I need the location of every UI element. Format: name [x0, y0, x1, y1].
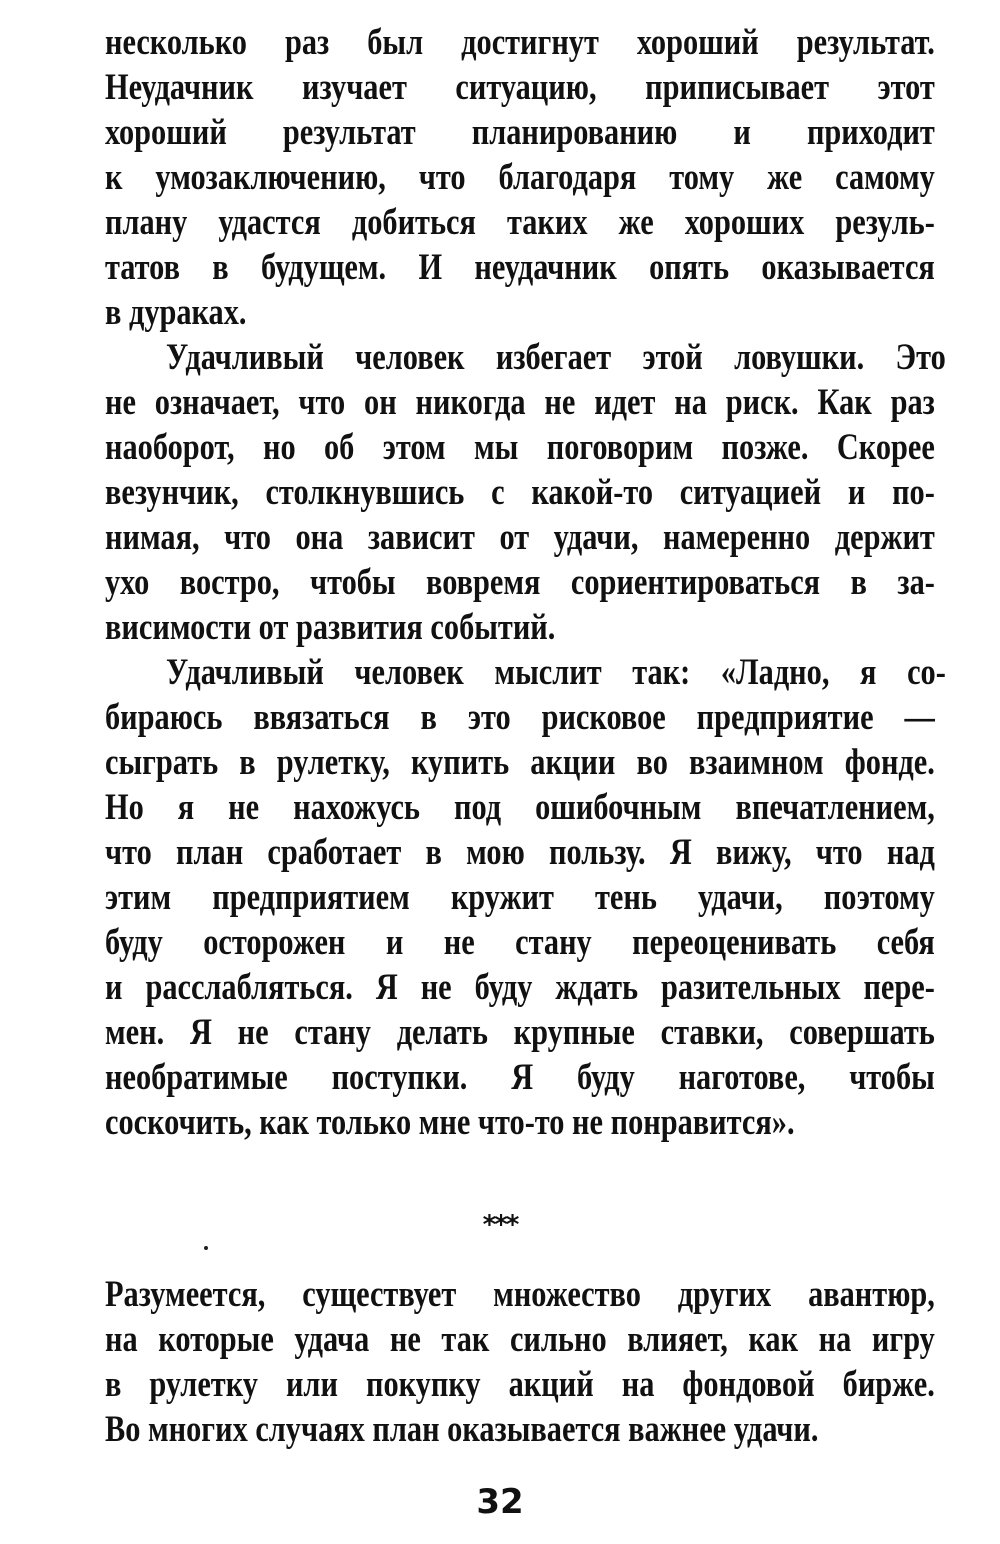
text-line: Но я не нахожусь под ошибочным впечатлением, — [105, 787, 935, 828]
text-line: Удачливый человек избегает этой ловушки. Это — [166, 337, 946, 378]
text-line: соскочить, как только мне что-то не понравится». — [105, 1102, 795, 1143]
text-line: Удачливый человек мыслит так: «Ладно, я со- — [166, 652, 946, 693]
text-line: буду осторожен и не стану переоценивать себя — [105, 922, 935, 963]
paragraph — [105, 335, 946, 650]
text-line: в дураках. — [105, 292, 247, 333]
section-separator: *** — [482, 1210, 518, 1240]
text-line: мен. Я не стану делать крупные ставки, совершать — [105, 1012, 935, 1053]
paragraph — [105, 650, 946, 1145]
print-speck — [204, 1246, 208, 1250]
text-line: наоборот, но об этом мы поговорим позже. Скорее — [105, 427, 935, 468]
body-text — [105, 20, 946, 1145]
text-line: и расслабляться. Я не буду ждать разительных пере- — [105, 967, 935, 1008]
text-line: не означает, что он никогда не идет на риск. Как раз — [105, 382, 935, 423]
page-number: 32 — [476, 1482, 524, 1522]
text-line: плану удастся добиться таких же хороших резуль- — [105, 202, 935, 243]
text-line: татов в будущем. И неудачник опять оказывается — [105, 247, 935, 288]
text-line: в рулетку или покупку акций на фондовой бирже. — [105, 1364, 935, 1405]
text-line: висимости от развития событий. — [105, 607, 556, 648]
text-line: к умозаключению, что благодаря тому же самому — [105, 157, 935, 198]
text-line: необратимые поступки. Я буду наготове, чтобы — [105, 1057, 935, 1098]
paragraph — [105, 20, 935, 335]
text-line: Разумеется, существует множество других авантюр, — [105, 1274, 935, 1315]
text-line: везунчик, столкнувшись с какой-то ситуацией и по- — [105, 472, 935, 513]
text-line: на которые удача не так сильно влияет, как на игру — [105, 1319, 935, 1360]
text-line: несколько раз был достигнут хороший результат. — [105, 22, 935, 63]
text-line: что план сработает в мою пользу. Я вижу, что над — [105, 832, 935, 873]
text-line: бираюсь ввязаться в это рисковое предприятие — — [105, 697, 935, 738]
text-line: хороший результат планированию и приходит — [105, 112, 935, 153]
text-line: этим предприятием кружит тень удачи, поэтому — [105, 877, 935, 918]
text-line: сыграть в рулетку, купить акции во взаимном фонде. — [105, 742, 935, 783]
final-paragraph — [105, 1272, 935, 1452]
text-line: нимая, что она зависит от удачи, намеренно держит — [105, 517, 935, 558]
text-line: ухо востро, чтобы вовремя сориентироваться в за- — [105, 562, 935, 603]
text-line: Во многих случаях план оказывается важнее удачи. — [105, 1409, 819, 1450]
text-line: Неудачник изучает ситуацию, приписывает этот — [105, 67, 935, 108]
